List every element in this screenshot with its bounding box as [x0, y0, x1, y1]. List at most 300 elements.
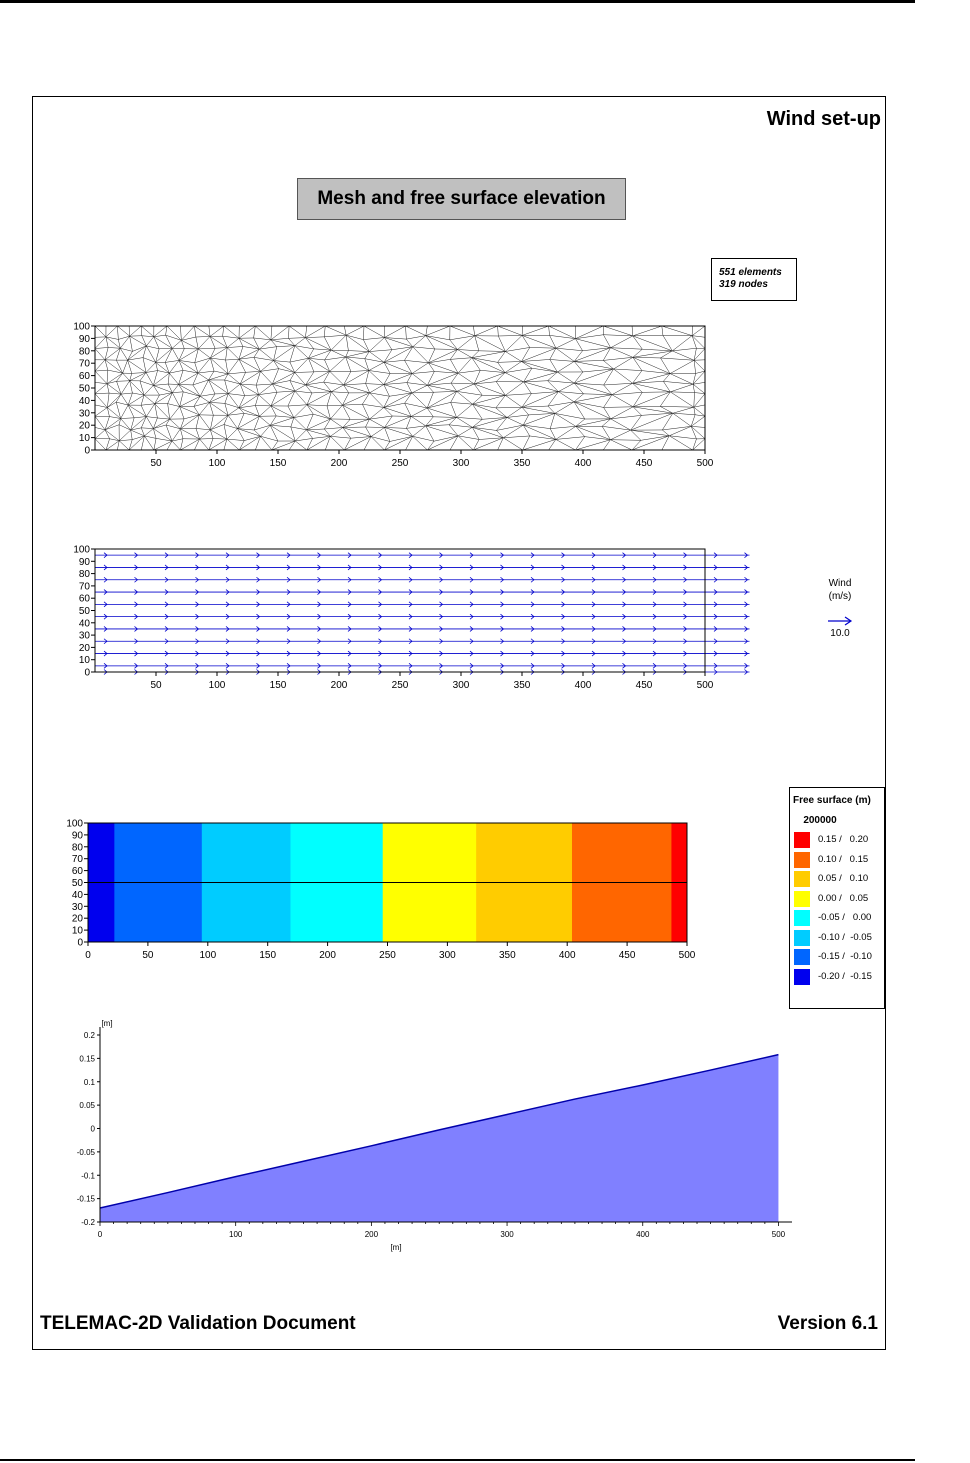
y-tick-label: -0.1 — [81, 1171, 95, 1181]
mesh-edge — [428, 349, 434, 363]
mesh-edge — [390, 436, 413, 441]
mesh-edge — [118, 336, 129, 339]
mesh-edge — [179, 384, 193, 385]
x-tick-label: 0 — [97, 1230, 103, 1239]
mesh-edge — [496, 395, 506, 408]
mesh-edge — [503, 436, 529, 438]
mesh-edge — [141, 404, 155, 405]
mesh-edge — [95, 384, 107, 394]
mesh-edge — [407, 374, 412, 383]
mesh-edge — [172, 393, 179, 407]
mesh-edge — [479, 351, 505, 352]
y-tick-label: 70 — [78, 358, 90, 370]
mesh-edge — [143, 358, 146, 373]
mesh-edge — [457, 404, 473, 417]
figure-title: Mesh and free surface elevation — [297, 178, 626, 220]
mesh-edge — [105, 430, 110, 439]
mesh-edge — [210, 358, 228, 374]
mesh-edge — [602, 426, 631, 430]
mesh-edge — [307, 393, 312, 405]
mesh-edge — [330, 405, 342, 419]
mesh-edge — [692, 336, 705, 349]
mesh-edge — [129, 326, 130, 336]
mesh-edge — [119, 425, 131, 430]
mesh-edge — [325, 350, 331, 360]
y-axis-label: [m] — [101, 1019, 113, 1028]
y-tick-label: 80 — [71, 842, 83, 854]
x-tick-label: 350 — [513, 458, 531, 469]
mesh-edge — [691, 426, 705, 427]
mesh-edge — [156, 348, 173, 362]
mesh-edge — [172, 441, 180, 450]
y-tick-label: 60 — [78, 593, 90, 605]
mesh-edge — [169, 373, 178, 384]
mesh-edge — [530, 347, 556, 348]
x-tick-label: 200 — [330, 458, 348, 469]
mesh-edge — [198, 348, 215, 349]
mesh-edge — [209, 402, 224, 403]
mesh-edge — [344, 437, 371, 450]
y-tick-label: 10 — [71, 925, 83, 937]
mesh-edge — [95, 337, 106, 349]
mesh-edge — [369, 370, 384, 384]
mesh-edge — [117, 373, 123, 381]
mesh-edge — [413, 347, 435, 349]
mesh-edge — [288, 338, 305, 339]
mesh-edge — [172, 340, 181, 348]
mesh-edge — [295, 438, 312, 441]
mesh-edge — [196, 337, 198, 349]
mesh-edge — [324, 337, 331, 350]
y-tick-label: 100 — [73, 544, 90, 556]
mesh-edge — [633, 335, 663, 336]
y-tick-label: 0.05 — [79, 1101, 95, 1111]
y-tick-label: 0 — [84, 445, 90, 457]
mesh-edge — [457, 350, 478, 351]
mesh-edge — [575, 339, 610, 348]
mesh-edge — [295, 372, 306, 384]
y-tick-label: 30 — [78, 630, 90, 642]
y-tick-label: 10 — [78, 433, 90, 445]
mesh-edge — [156, 349, 159, 363]
mesh-edge — [346, 335, 369, 351]
mesh-edge — [240, 384, 258, 395]
mesh-edge — [313, 414, 330, 419]
mesh-edge — [670, 374, 693, 385]
mesh-edge — [411, 416, 426, 425]
free-surface-legend — [789, 787, 885, 1009]
mesh-edge — [172, 439, 183, 441]
mesh-edge — [550, 413, 555, 428]
wind-legend-label — [815, 577, 865, 603]
mesh-edge — [473, 439, 479, 450]
mesh-edge — [277, 391, 295, 392]
mesh-edge — [663, 335, 672, 351]
mesh-edge — [458, 373, 474, 384]
mesh-edge — [670, 392, 694, 407]
mesh-edge — [290, 346, 295, 362]
mesh-edge — [480, 370, 505, 372]
legend-row — [794, 969, 884, 985]
mesh-edge — [295, 372, 314, 373]
mesh-edge — [153, 429, 172, 442]
mesh-edge — [198, 358, 210, 373]
y-tick-label: 90 — [78, 333, 90, 345]
y-tick-label: 60 — [78, 371, 90, 383]
mesh-edge — [290, 358, 309, 362]
mesh-edge — [121, 405, 128, 418]
section-title: Wind set-up — [766, 108, 881, 130]
x-tick-label: 400 — [636, 1230, 650, 1239]
mesh-edge — [223, 326, 224, 336]
x-tick-label: 300 — [452, 680, 470, 691]
mesh-edge — [633, 392, 642, 406]
mesh-edge — [95, 360, 105, 371]
mesh-edge — [633, 383, 671, 392]
mesh-edge — [132, 373, 146, 374]
mesh-edge — [179, 360, 195, 362]
mesh-edge — [428, 363, 434, 372]
mesh-edge — [662, 436, 669, 450]
mesh-edge — [306, 429, 324, 430]
x-tick-label: 200 — [319, 950, 336, 961]
mesh-edge — [210, 425, 224, 430]
mesh-edge — [172, 429, 180, 441]
mesh-edge — [550, 359, 574, 361]
mesh-edge — [348, 351, 369, 352]
mesh-edge — [611, 407, 633, 419]
profile-plot — [77, 1019, 792, 1252]
mesh-edge — [369, 350, 392, 352]
legend-swatch — [794, 871, 810, 887]
mesh-edge — [239, 436, 260, 450]
mesh-edge — [574, 360, 603, 361]
mesh-edge — [306, 372, 314, 385]
mesh-edge — [549, 326, 550, 335]
mesh-edge — [180, 392, 184, 407]
mesh-edge — [451, 402, 473, 404]
mesh-edge — [228, 384, 240, 394]
mesh-edge — [427, 383, 451, 385]
mesh-edge — [330, 428, 342, 437]
legend-swatch — [794, 969, 810, 985]
mesh-edge — [106, 326, 117, 337]
mesh-edge — [184, 415, 199, 419]
mesh-edge — [209, 402, 213, 415]
mesh-edge — [548, 381, 575, 383]
y-tick-label: 90 — [71, 830, 83, 842]
mesh-edge — [472, 404, 482, 419]
mesh-edge — [130, 336, 133, 351]
mesh-edge — [556, 437, 585, 440]
mesh-plot — [73, 322, 713, 470]
mesh-edge — [574, 402, 604, 408]
mesh-edge — [255, 436, 260, 450]
mesh-edge — [556, 348, 583, 351]
mesh-edge — [505, 394, 531, 396]
legend-row — [794, 949, 884, 965]
mesh-edge — [227, 348, 239, 360]
mesh-edge — [200, 430, 211, 439]
mesh-edge — [195, 358, 211, 363]
y-tick-label: 30 — [78, 408, 90, 420]
mesh-edge — [141, 428, 153, 429]
mesh-edge — [106, 441, 119, 450]
mesh-edge — [196, 336, 210, 337]
mesh-edge — [290, 381, 306, 385]
mesh-edge — [612, 392, 642, 394]
mesh-edge — [200, 394, 215, 396]
mesh-edge — [633, 357, 661, 358]
mesh-edge — [406, 436, 413, 450]
mesh-edge — [271, 338, 289, 340]
x-tick-label: 50 — [142, 950, 154, 961]
mesh-edge — [95, 430, 105, 439]
mesh-edge — [642, 371, 670, 374]
mesh-edge — [498, 361, 522, 362]
mesh-edge — [259, 416, 270, 425]
mesh-edge — [199, 415, 210, 430]
mesh-edge — [472, 427, 496, 430]
mesh-edge — [610, 430, 630, 440]
mesh-edge — [128, 351, 133, 360]
mesh-edge — [672, 348, 696, 351]
y-tick-label: 70 — [71, 854, 83, 866]
legend-swatch — [794, 852, 810, 868]
wind-unit-text: (m/s) — [828, 591, 852, 602]
plot-frame — [95, 326, 705, 450]
mesh-edge — [95, 382, 107, 383]
mesh-edge — [117, 381, 130, 382]
mesh-edge — [457, 384, 475, 391]
legend-swatch — [794, 910, 810, 926]
mesh-edge — [385, 427, 413, 436]
mesh-edge — [330, 436, 350, 438]
y-tick-label: 10 — [78, 655, 90, 667]
mesh-edge — [364, 326, 384, 338]
mesh-edge — [633, 351, 672, 357]
mesh-edge — [427, 373, 458, 385]
mesh-edge — [246, 371, 261, 372]
mesh-edge — [123, 373, 130, 381]
mesh-edge — [271, 340, 295, 346]
y-tick-label: 40 — [71, 889, 83, 901]
mesh-edge — [141, 326, 153, 337]
mesh-edge — [507, 417, 523, 425]
mesh-edge — [673, 413, 691, 426]
mesh-edge — [305, 326, 325, 338]
mesh-edge — [505, 351, 521, 361]
mesh-edge — [324, 335, 346, 337]
mesh-edge — [371, 437, 384, 450]
mesh-edge — [694, 360, 696, 373]
mesh-edge — [370, 385, 384, 393]
mesh-edge — [614, 369, 633, 383]
mesh-edge — [209, 326, 210, 336]
mesh-edge — [673, 407, 694, 413]
mesh-edge — [288, 405, 307, 406]
mesh-edge — [259, 406, 271, 416]
mesh-edge — [474, 384, 505, 395]
mesh-edge — [331, 392, 348, 393]
mesh-edge — [505, 368, 532, 372]
mesh-edge — [346, 352, 370, 357]
mesh-edge — [427, 408, 456, 417]
mesh-edge — [503, 438, 522, 450]
mesh-edge — [331, 385, 343, 392]
wind-scale-arrow-icon — [826, 615, 854, 627]
legend-label: 0.00 / 0.05 — [818, 892, 869, 904]
mesh-edge — [522, 406, 548, 407]
mesh-edge — [324, 382, 344, 385]
y-tick-label: 20 — [78, 420, 90, 432]
mesh-edge — [198, 336, 210, 348]
mesh-edge — [384, 362, 390, 373]
legend-row — [794, 910, 884, 926]
mesh-edge — [153, 425, 166, 429]
x-tick-label: 150 — [259, 950, 277, 961]
mesh-edge — [691, 426, 705, 438]
mesh-edge — [153, 373, 169, 385]
wind-scale-value: 10.0 — [830, 628, 850, 639]
mesh-edge — [612, 395, 633, 407]
mesh-edge — [556, 339, 576, 349]
footer-version: Version 6.1 — [777, 1313, 878, 1334]
mesh-edge — [498, 326, 522, 335]
mesh-edge — [121, 418, 134, 419]
mesh-edge — [633, 336, 673, 351]
x-tick-label: 150 — [269, 680, 287, 691]
mesh-edge — [215, 348, 227, 349]
mesh-edge — [473, 326, 474, 336]
mesh-edge — [450, 336, 475, 340]
mesh-edge — [602, 426, 610, 439]
mesh-edge — [224, 425, 238, 429]
mesh-edge — [146, 346, 159, 349]
mesh-edge — [240, 384, 245, 396]
mesh-edge — [144, 395, 155, 404]
mesh-edge — [427, 392, 433, 408]
mesh-edge — [558, 392, 574, 402]
mesh-edge — [274, 346, 295, 361]
mesh-edge — [366, 370, 369, 383]
legend-row — [794, 891, 884, 907]
mesh-edge — [226, 348, 228, 360]
mesh-edge — [344, 385, 370, 393]
mesh-edge — [154, 438, 156, 450]
mesh-edge — [498, 351, 506, 362]
mesh-edge — [550, 426, 576, 428]
mesh-edge — [523, 439, 556, 450]
mesh-edge — [153, 384, 168, 385]
mesh-edge — [327, 405, 342, 406]
mesh-edge — [457, 336, 474, 350]
mesh-edge — [239, 326, 255, 338]
mesh-edge — [210, 326, 224, 336]
mesh-edge — [614, 369, 642, 371]
mesh-edge — [505, 373, 524, 382]
mesh-edge — [695, 393, 705, 394]
mesh-edge — [612, 383, 633, 394]
mesh-edge — [153, 418, 157, 429]
mesh-edge — [330, 419, 342, 428]
mesh-edge — [632, 436, 669, 450]
mesh-edge — [228, 394, 244, 396]
x-tick-label: 250 — [379, 950, 396, 961]
mesh-edge — [180, 439, 183, 450]
mesh-edge — [179, 384, 201, 396]
mesh-edge — [451, 383, 474, 384]
mesh-edge — [95, 371, 107, 384]
mesh-edge — [693, 382, 705, 384]
mesh-edge — [141, 326, 142, 336]
mesh-edge — [295, 391, 312, 393]
mesh-edge — [198, 349, 210, 358]
mesh-edge — [411, 408, 427, 416]
mesh-edge — [200, 396, 209, 402]
mesh-edge — [254, 326, 256, 338]
mesh-edge — [342, 393, 348, 405]
mesh-edge — [384, 326, 405, 338]
mesh-edge — [159, 348, 172, 349]
mesh-edge — [168, 404, 180, 407]
mesh-edge — [168, 404, 170, 420]
mesh-edge — [295, 385, 306, 391]
mesh-edge — [406, 326, 426, 336]
mesh-edge — [95, 439, 106, 450]
mesh-edge — [405, 360, 413, 373]
mesh-edge — [427, 402, 450, 408]
mesh-edge — [549, 439, 556, 450]
y-tick-label: -0.2 — [81, 1218, 95, 1227]
mesh-edge — [434, 436, 458, 441]
mesh-edge — [346, 335, 348, 350]
mesh-edge — [209, 439, 213, 450]
mesh-edge — [405, 360, 429, 362]
mesh-edge — [611, 336, 633, 348]
mesh-edge — [346, 351, 349, 357]
mesh-edge — [255, 326, 271, 340]
mesh-edge — [406, 336, 425, 339]
mesh-edge — [198, 373, 209, 380]
y-tick-label: 0 — [77, 937, 83, 949]
mesh-edge — [153, 385, 159, 395]
mesh-edge — [259, 395, 271, 406]
bottom-rule — [0, 1459, 915, 1461]
mesh-edge — [271, 326, 289, 340]
x-tick-label: 100 — [199, 950, 217, 961]
mesh-edge — [95, 370, 108, 371]
legend-row — [794, 871, 884, 887]
y-tick-label: 0 — [90, 1124, 95, 1134]
mesh-edge — [604, 383, 633, 385]
mesh-edge — [407, 383, 412, 393]
mesh-edge — [505, 395, 522, 407]
mesh-edge — [121, 381, 130, 394]
mesh-edge — [346, 326, 364, 335]
mesh-edge — [450, 358, 472, 360]
mesh-edge — [694, 360, 705, 371]
mesh-edge — [331, 335, 346, 350]
y-tick-label: -0.15 — [76, 1194, 95, 1204]
mesh-edge — [119, 441, 129, 450]
x-tick-label: 0 — [85, 950, 91, 961]
mesh-edge — [289, 326, 305, 338]
mesh-edge — [172, 348, 179, 360]
mesh-edge — [239, 408, 260, 416]
mesh-edge — [226, 359, 239, 360]
mesh-edge — [95, 349, 105, 360]
